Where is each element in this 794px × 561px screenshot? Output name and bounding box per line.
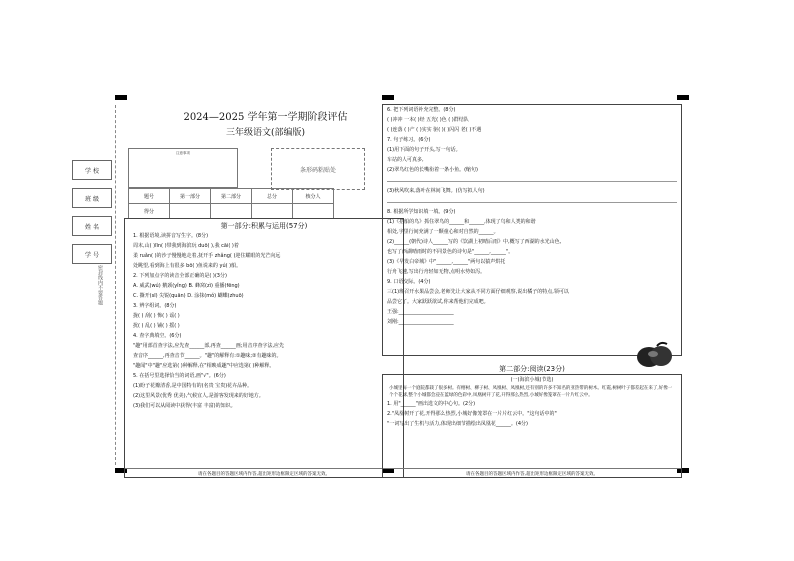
- question-line: 行舟飞速,写出行舟轻如无物,点明水势如泻。: [387, 269, 486, 275]
- question: 8. 根据所学知识填一填。(9分): [387, 209, 456, 215]
- right-page: [382, 96, 682, 478]
- name-field[interactable]: 姓 名: [72, 216, 112, 236]
- seal-line-text: 密封线内不要答题: [97, 265, 103, 305]
- question: 3. 辨字组词。(8分): [133, 303, 177, 309]
- notes-box: [128, 148, 238, 188]
- question-line: (3)我们可以从阅读中获得(丰富 丰富)的知识。: [133, 403, 236, 409]
- score-header: 第一部分: [170, 189, 211, 204]
- question-line: C. 撕开(sī) 尖锐(quān) D. 涂抹(mǒ) 蝴蝶(zhuō): [133, 293, 244, 299]
- question-line: (1)用下面的句子开头,写一句话。: [387, 147, 461, 153]
- score-header: 核分人: [293, 189, 334, 204]
- exam-title: 2024—2025 学年第一学期阶段评估: [183, 112, 348, 123]
- question-line: (2)这里风景(优秀 优美),气候宜人,是游客发现来的好地方。: [133, 393, 264, 399]
- question-line: (1)盼子花瓣清香,是中国特有的(名贵 宝贵)花卉品种。: [133, 383, 253, 389]
- question: 2. 下列加点字的读音全部正确的是( )(3分): [133, 273, 227, 279]
- score-table: [128, 188, 334, 219]
- question: 7. 句子练习。(6分): [387, 137, 431, 143]
- score-header: 第二部分: [211, 189, 252, 204]
- answer-area-footer: 请在各题目的答题区域内作答,超出矩形边框限定区域的答案无效。: [125, 468, 403, 477]
- score-cell[interactable]: [170, 204, 211, 219]
- left-page: [118, 96, 413, 478]
- question-line: (1)《搭船的鸟》抓住翠鸟的______和______,体现了鸟和人类的和谐: [387, 219, 536, 225]
- question-line: (2)翠鸟红色的长嘴衔着一条小鱼。(缩句): [387, 167, 478, 173]
- answer-line[interactable]: [387, 175, 677, 182]
- question-line: ( )冲冲 一本( )经 五光( )色 ( )群结队: [387, 117, 469, 123]
- answer-area-reading: [382, 374, 682, 478]
- question-line: 也写了西湖晴雨时的不同景色的诗句是"______,______"。: [387, 249, 514, 255]
- question-line: 查音序______,再查音节______。"趣"的解释有:①趣味;②有趣味的。: [133, 353, 282, 359]
- barcode-area: 条形码粘贴处: [271, 148, 365, 190]
- score-cell[interactable]: [211, 204, 252, 219]
- question: 9. 口语交际。(4分): [387, 279, 431, 285]
- question: 4. 查字典填空。(6分): [133, 333, 182, 339]
- question-line: 三(1)班召开水果品尝会,老师先让大家从不同方面仔细观察,说出橘子的特点,领可以: [387, 289, 569, 295]
- question-line: 车站的人可真多,: [387, 157, 424, 163]
- question: 2."凤凰树开了花,开得那么热烈,小城好像笼罩在一片片红云中。"这句话中的": [387, 411, 557, 417]
- answer-line[interactable]: [387, 196, 677, 203]
- student-id-field[interactable]: 学 号: [72, 244, 112, 264]
- score-header: 总分: [252, 189, 293, 204]
- section-heading: 第一部分:积累与运用(57分): [220, 222, 308, 230]
- school-field[interactable]: 学 校: [72, 160, 112, 180]
- answer-line-liugang[interactable]: 刘刚:______________________: [387, 319, 454, 325]
- notes-title: 注意事项: [176, 151, 190, 155]
- student-info-column: [72, 160, 112, 272]
- question-line: (3)《早发白帝城》中"______,______"两句以猿声烘托: [387, 259, 506, 265]
- question-line: "一词写出了生机与活力,体现出细节描绘出凤凰花______。(4分): [387, 421, 528, 427]
- answer-area-right-top: [382, 104, 682, 356]
- answer-line-wangqiang[interactable]: 王强:______________________: [387, 309, 454, 315]
- question-line: 相处,字里行间充满了一颗童心和对自然的______。: [387, 229, 499, 235]
- passage-title: (一)海滨小城(节选): [510, 377, 554, 383]
- question-line: "趣闻"中"趣"应选第( )种解释,在"相映成趣"中应选第( )种解释。: [133, 363, 275, 369]
- question-line: 处眺望,看到海上有很多 bō( )鱼说来的 yú( )船。: [133, 263, 242, 269]
- score-header: 题号: [129, 189, 170, 204]
- question-line: ( )连落 ( )产 ( )实实 驱( )( )闪闪 老( )不遇: [387, 127, 482, 133]
- question-line: "趣"用部首查字法,应先查______部,再查______画;用音序查字法,应先: [133, 343, 285, 349]
- class-field[interactable]: 班 级: [72, 188, 112, 208]
- score-cell[interactable]: [293, 204, 334, 219]
- question-line: 柔 ruǎn( )的沙子慢慢地走着,抚开手 zhǎng( )迎住耀眼的光芒向远: [133, 253, 281, 259]
- question-line: A. 威武(wú) 鹅颈(yǐng) B. 蜂窝(zì) 重播(fēng): [133, 283, 240, 289]
- question: 1. 用"______"画出选文的中心句。(2分): [387, 401, 476, 407]
- question: 1. 根据语境,读拼音写生字。(8分): [133, 233, 209, 239]
- question-line: (3)秋风吹来,落叶在林间飞舞。(仿写拟人句): [387, 188, 485, 194]
- score-cell[interactable]: [252, 204, 293, 219]
- question-line: 扰( ) 乱( ) 铺( ) 摇( ): [133, 323, 180, 329]
- answer-area-footer: 请在各题目的答题区域内作答,超出矩形边框限定区域的答案无效。: [383, 468, 681, 477]
- question: 6. 把下列词语补充完整。(8分): [387, 107, 456, 113]
- question-line: 周末,山( )līn( )带我到海滨玩 duō( ),我 cāi( )着: [133, 243, 239, 249]
- question-line: (2)______(朝代)诗人______写的《饮湖上初晴后雨》中,概写了西湖的水光山色,: [387, 239, 562, 245]
- passage-text: 小城里每一个庭院都栽了很多树。有榕树、柳子树、凤凰树、凤凰树,还有别的许多不知名的亚热带的树木。红霞,树树叶子都差起在来了,好像一个个花球,整个小城都会浸在蓝绿的色彩中,凤凰树开了花,开得那么热烈,小城好像笼罩在一片片红云中。: [389, 386, 673, 398]
- question-line: 品尝它了。大家跃跃欲试,你来帮他们完成吧。: [387, 299, 489, 305]
- question-line: 拢( ) 刮( ) 怖( ) 谣( ): [133, 313, 180, 319]
- exam-subtitle: 三年级语文(部编版): [225, 128, 306, 138]
- answer-area-part1: [124, 218, 404, 478]
- score-label: 得分: [129, 204, 170, 219]
- question: 5. 在括号里选择恰当的词语,画"√"。(6分): [133, 373, 226, 379]
- section-heading: 第二部分:阅读(23分): [499, 365, 565, 373]
